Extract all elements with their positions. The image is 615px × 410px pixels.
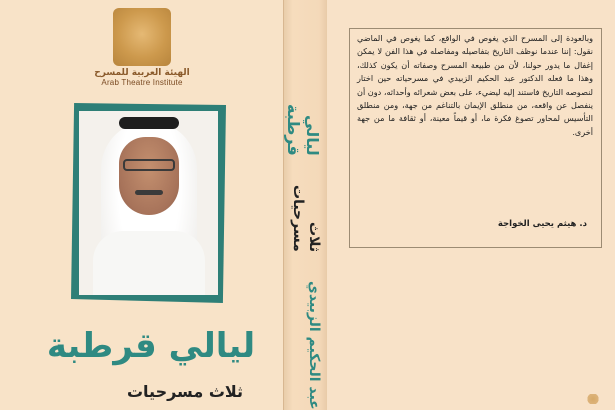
spine-subtitle: ثلاث مسرحيات <box>290 185 322 252</box>
front-cover <box>0 0 283 410</box>
robe-shape <box>93 231 205 295</box>
author-photo-frame <box>71 103 226 303</box>
spine-title: ليالي قرطبة <box>284 104 322 156</box>
blurb-signature: د. هيثم يحيى الخواجة <box>497 219 587 229</box>
publisher-name-arabic: الهيئة العربية للمسرح <box>94 68 190 78</box>
agal-shape <box>119 117 179 129</box>
author-photo <box>79 111 218 295</box>
book-title: ليالي قرطبة <box>46 326 256 366</box>
spine-author: عبد الحكيم الزبيدي <box>306 281 322 410</box>
publisher-logo <box>92 8 192 87</box>
back-cover <box>327 0 615 410</box>
book-subtitle: ثلاث مسرحيات <box>126 382 244 401</box>
book-spine <box>283 0 329 410</box>
corner-emblem-icon <box>585 394 601 404</box>
glasses-shape <box>123 159 175 171</box>
back-cover-blurb: وبالعودة إلى المسرح الذي يغوص في الواقع، كما يغوص في الماضي نقول: إننا عندما نوظف التاريخ بتفاصيله ومفاصله في هذا الفن لا يمكن إغفال ما يدور حولنا، لأن من طبيعة المسرح وصفاته أن يكون كذلك، وهذا ما فعله الدكتور عبد الحكيم الزبيدي في مسرحياته حين اختار لنصوصه التاريخ فاستند إليه ليضيء، على بعض شعرائه وأحداثه، دون أن ينفصل عن واقعه، من منطلق الإيمان بالتناغم من جهة، ومن منطلق التأسيس لمحاور تصوغ فكرة ما، أو قيماً معينة، أو ثقافة ما من جهة أخرى. <box>357 33 593 137</box>
face-shape <box>119 137 179 215</box>
mustache-shape <box>135 190 163 195</box>
publisher-name-english: Arab Theatre Institute <box>101 78 183 87</box>
calligraphy-emblem-icon <box>113 8 171 66</box>
